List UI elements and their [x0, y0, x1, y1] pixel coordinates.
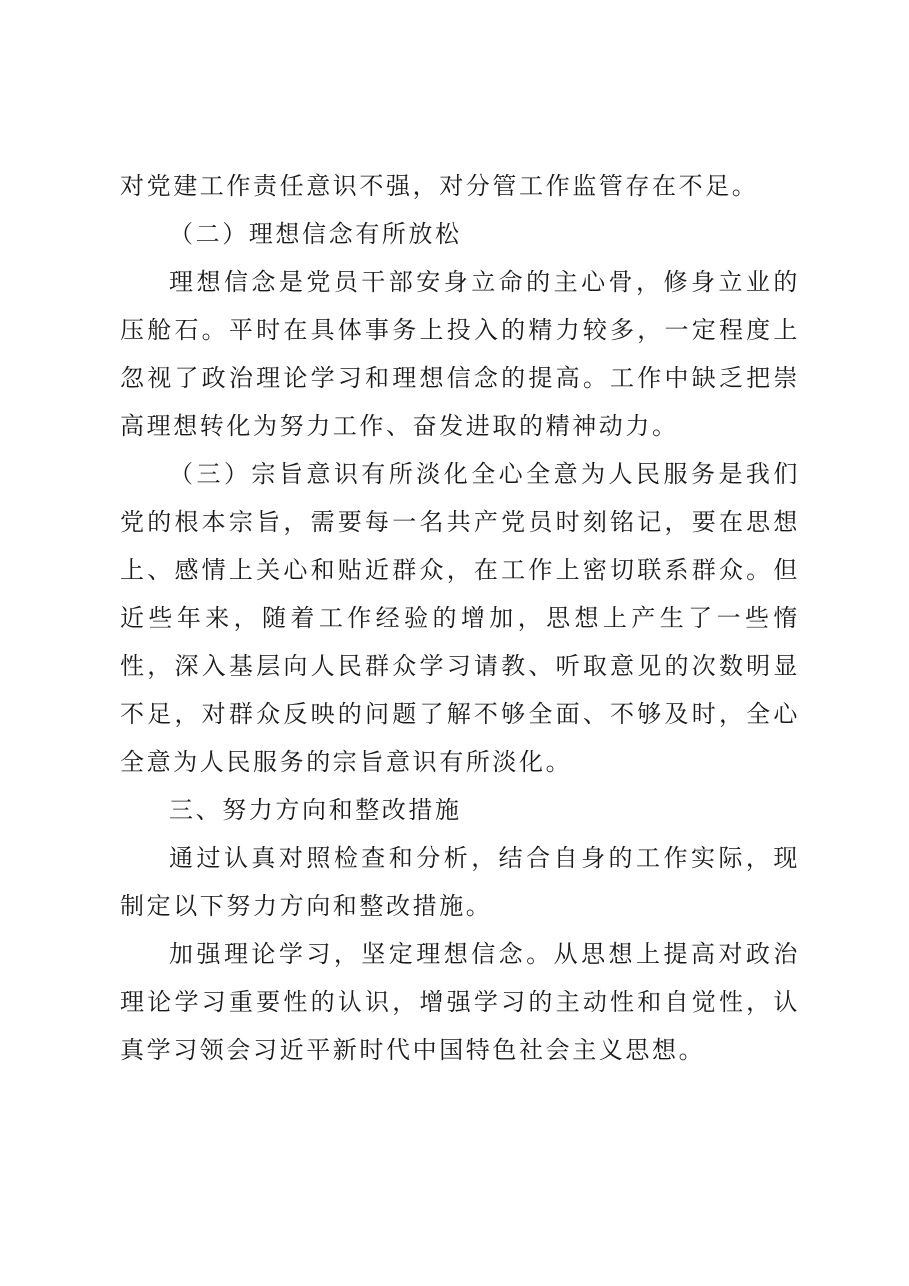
paragraph-1: 对党建工作责任意识不强，对分管工作监管存在不足。 [120, 172, 759, 200]
paragraph-4: （三）宗旨意识有所淡化全心全意为人民服务是我们党的根本宗旨，需要每一名共产党员时刻铭记，要在思想上、感情上关心和贴近群众，在工作上密切联系群众。但近些年来，随着工作经验的增加，思想上产生了一些惰性，深入基层向人民群众学习请教、听取意见的次数明显不足，对群众反映的问题了解不够全面、不够及时，全心全意为人民服务的宗旨意识有所淡化。 [120, 460, 800, 776]
paragraph-6: 通过认真对照检查和分析，结合自身的工作实际，现制定以下努力方向和整改措施。 [120, 844, 800, 920]
paragraph-3: 理想信念是党员干部安身立命的主心骨，修身立业的压舱石。平时在具体事务上投入的精力较多，一定程度上忽视了政治理论学习和理想信念的提高。工作中缺乏把崇高理想转化为努力工作、奋发进取的精神动力。 [120, 268, 800, 440]
document-body [120, 162, 800, 1074]
paragraph-7: 加强理论学习，坚定理想信念。从思想上提高对政治理论学习重要性的认识，增强学习的主动性和自觉性，认真学习领会习近平新时代中国特色社会主义思想。 [120, 940, 800, 1064]
section-heading-2: （二）理想信念有所放松 [169, 220, 462, 248]
section-heading-3: 三、努力方向和整改措施 [169, 796, 462, 824]
